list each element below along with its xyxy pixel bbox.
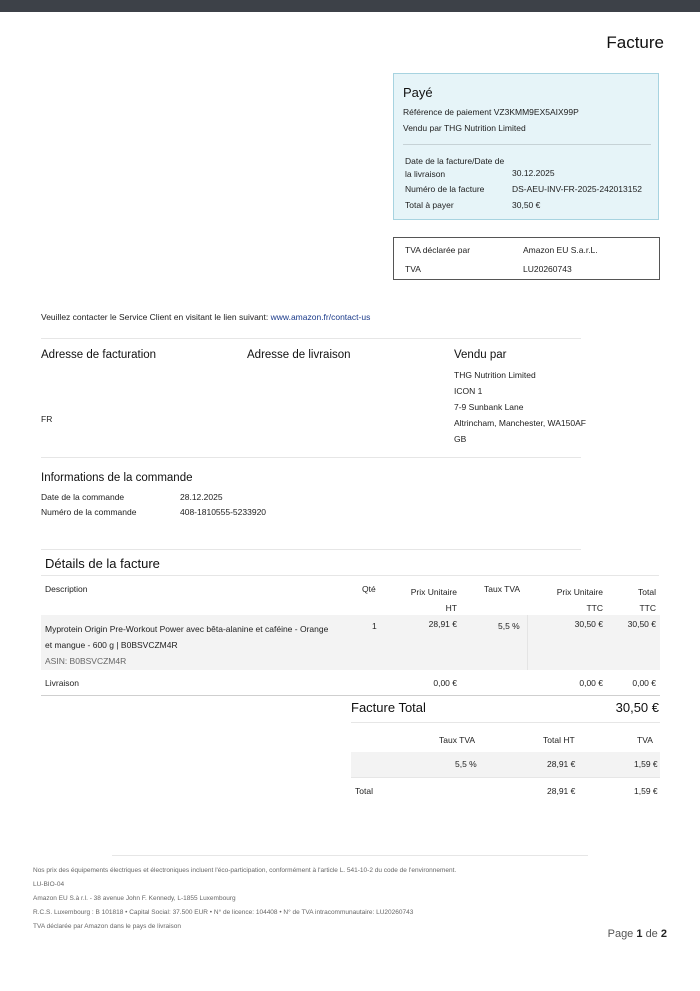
- col-unit-ht: [380, 584, 457, 616]
- page-number: [608, 928, 667, 940]
- col-unit-ttc-line2: TTC: [586, 603, 603, 613]
- col-description: Description: [45, 584, 88, 594]
- item-unit-ht: 28,91 €: [428, 619, 457, 629]
- table-row: [41, 615, 660, 670]
- shipping-total-ttc: 0,00 €: [632, 678, 656, 688]
- billing-address-title: Adresse de facturation: [41, 349, 157, 361]
- footer-line: R.C.S. Luxembourg : B 101818 • Capital Social: 37.500 EUR • N° de licence: 104408 • N° de TVA intracommunautaire: LU20260743: [33, 909, 414, 916]
- sold-by: [403, 123, 526, 133]
- shipping-unit-ht: 0,00 €: [433, 678, 457, 688]
- col-total-ttc: [610, 584, 656, 616]
- sold-by-value: THG Nutrition Limited: [443, 123, 526, 133]
- summary-ht: 28,91 €: [547, 759, 576, 769]
- summary-total-ht: 28,91 €: [547, 786, 576, 796]
- seller-line: Altrincham, Manchester, WA150AF: [454, 418, 586, 428]
- total-due-label: Total à payer: [405, 200, 454, 210]
- invoice-number-value: DS-AEU-INV-FR-2025-242013152: [512, 184, 642, 194]
- invoice-number-label: Numéro de la facture: [405, 184, 485, 194]
- footer-divider: [112, 855, 588, 856]
- invoice-date-value: 30.12.2025: [512, 168, 555, 178]
- total-due-value: 30,50 €: [512, 200, 541, 210]
- order-date-value: 28.12.2025: [180, 492, 223, 502]
- invoice-date-label-line2: la livraison: [405, 169, 446, 179]
- sold-by-label: Vendu par: [403, 123, 442, 133]
- summary-col-vat: TVA: [637, 735, 653, 745]
- payment-box: [393, 73, 659, 220]
- payment-ref-label: Référence de paiement: [403, 107, 492, 117]
- summary-col-ht: Total HT: [543, 735, 575, 745]
- summary-vat: 1,59 €: [634, 759, 658, 769]
- col-unit-ttc: [527, 584, 603, 616]
- contact-line: [41, 312, 370, 322]
- col-total-line2: TTC: [639, 603, 656, 613]
- contact-text: Veuillez contacter le Service Client en visitant le lien suivant:: [41, 312, 269, 322]
- vat-box: [393, 237, 660, 280]
- billing-country: FR: [41, 414, 53, 424]
- col-qty: Qté: [362, 584, 376, 594]
- top-bar: [0, 0, 700, 12]
- divider: [41, 695, 660, 696]
- payment-divider: [403, 144, 651, 145]
- invoice-details-title: Détails de la facture: [45, 556, 160, 571]
- summary-total-vat: 1,59 €: [634, 786, 658, 796]
- page-of: de: [645, 928, 658, 940]
- shipping-label: Livraison: [45, 678, 80, 688]
- vat-number-value: LU20260743: [523, 264, 572, 274]
- col-vat-rate: Taux TVA: [484, 584, 521, 594]
- col-total-line1: Total: [638, 587, 656, 597]
- order-number-value: 408-1810555-5233920: [180, 507, 267, 517]
- shipping-address-title: Adresse de livraison: [247, 349, 351, 361]
- item-asin: ASIN: B0BSVCZM4R: [45, 656, 127, 666]
- payment-reference: [403, 107, 579, 117]
- footer-line: TVA déclarée par Amazon dans le pays de livraison: [33, 923, 182, 930]
- footer-notes: [33, 864, 653, 934]
- invoice-date-label: [405, 155, 504, 181]
- page-title: Facture: [606, 33, 664, 52]
- invoice-date-label-line1: Date de la facture/Date de: [405, 156, 505, 166]
- order-number-label: Numéro de la commande: [41, 507, 137, 517]
- seller-line: ICON 1: [454, 386, 483, 396]
- summary-total-label: Total: [355, 786, 373, 796]
- vat-declared-label: TVA déclarée par: [405, 245, 471, 255]
- item-qty: 1: [372, 621, 377, 631]
- footer-line: Amazon EU S.à r.l. - 38 avenue John F. Kennedy, L-1855 Luxembourg: [33, 895, 236, 902]
- col-unit-ht-line2: HT: [445, 603, 457, 613]
- divider: [41, 575, 659, 576]
- page-total: 2: [660, 928, 667, 940]
- invoice-total-value: 30,50 €: [615, 700, 659, 715]
- divider: [41, 338, 581, 339]
- vat-number-label: TVA: [405, 264, 421, 274]
- divider: [41, 457, 581, 458]
- summary-col-rate: Taux TVA: [439, 735, 476, 745]
- item-description: [45, 621, 355, 669]
- divider: [41, 549, 581, 550]
- seller-address: [454, 367, 586, 447]
- item-vat-rate: 5,5 %: [498, 621, 520, 631]
- seller-line: 7-9 Sunbank Lane: [454, 402, 524, 412]
- footer-line: Nos prix des équipements électriques et électroniques incluent l'éco-participation, conformément à l'article L. 541-10-2 du code de l'environnement.: [33, 867, 457, 874]
- summary-row: [351, 752, 660, 777]
- contact-link[interactable]: www.amazon.fr/contact-us: [270, 312, 371, 322]
- invoice-total-label: Facture Total: [351, 700, 426, 715]
- item-desc-line1: Myprotein Origin Pre-Workout Power avec bêta-alanine et caféine - Orange: [45, 624, 329, 634]
- page-current: 1: [636, 928, 643, 940]
- divider: [351, 722, 660, 723]
- payment-status: Payé: [403, 85, 433, 100]
- summary-rate: 5,5 %: [455, 759, 477, 769]
- col-unit-ht-line1: Prix Unitaire: [410, 587, 457, 597]
- order-date-label: Date de la commande: [41, 492, 125, 502]
- payment-ref-value: VZ3KMM9EX5AIX99P: [493, 107, 579, 117]
- col-unit-ttc-line1: Prix Unitaire: [556, 587, 603, 597]
- seller-line: THG Nutrition Limited: [454, 370, 536, 380]
- item-unit-ttc: 30,50 €: [574, 619, 603, 629]
- order-info-title: Informations de la commande: [41, 472, 193, 484]
- footer-line: LU-BIO-04: [33, 881, 65, 888]
- item-desc-line2: et mangue - 600 g | B0BSVCZM4R: [45, 640, 178, 650]
- page-prefix: Page: [607, 928, 634, 940]
- seller-title: Vendu par: [454, 349, 507, 361]
- shipping-unit-ttc: 0,00 €: [579, 678, 603, 688]
- seller-line: GB: [454, 434, 467, 444]
- item-total-ttc: 30,50 €: [627, 619, 656, 629]
- vat-declared-value: Amazon EU S.a.r.L.: [523, 245, 598, 255]
- divider: [351, 777, 660, 778]
